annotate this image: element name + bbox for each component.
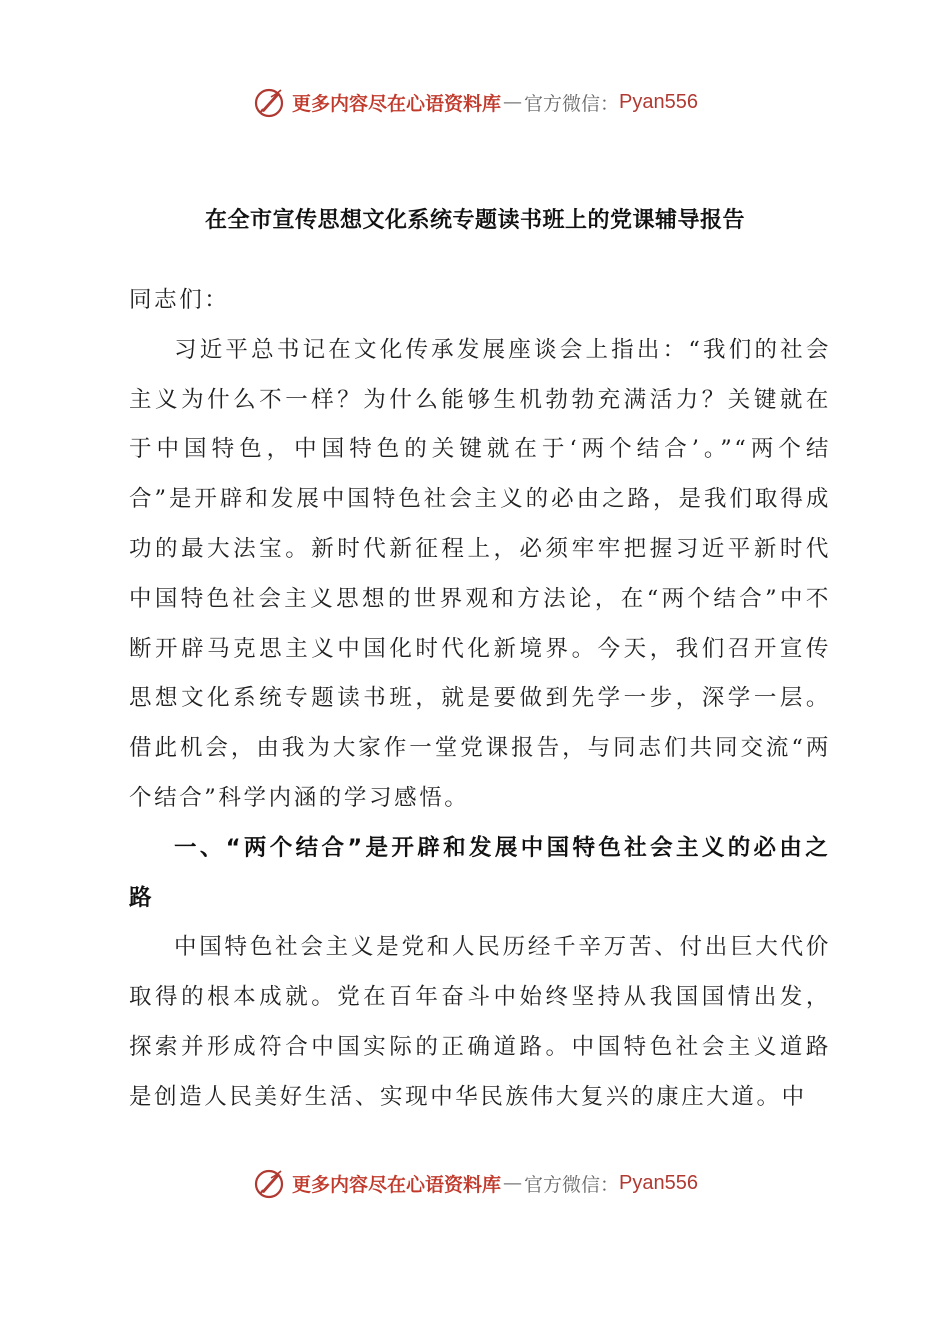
section-1-heading: 一、“两个结合”是开辟和发展中国特色社会主义的必由之路	[129, 834, 831, 911]
watermark-dash: —	[503, 1172, 523, 1194]
watermark-wechat-label: 官方微信：	[524, 92, 620, 115]
watermark-banner-top	[0, 80, 950, 124]
document-title: 在全市宣传思想文化系统专题读书班上的党课辅导报告	[204, 208, 745, 233]
quill-pen-logo-icon	[252, 1166, 286, 1200]
watermark-banner-bottom	[0, 1161, 950, 1205]
intro-paragraph: 习近平总书记在文化传承发展座谈会上指出：“我们的社会主义为什么不一样？为什么能够生机勃勃充满活力？关键就在于中国特色，中国特色的关键就在于‘两个结合’。”“两个结合”是开辟和发展中国特色社会主义的必由之路，是我们取得成功的最大法宝。新时代新征程上，必须牢牢把握习近平新时代中国特色社会主义思想的世界观和方法论，在“两个结合”中不断开辟马克思主义中国化时代化新境界。今天，我们召开宣传思想文化系统专题读书班，就是要做到先学一步，深学一层。借此机会，由我为大家作一堂党课报告，与同志们共同交流“两个结合”科学内涵的学习感悟。	[129, 336, 831, 811]
quill-pen-logo-icon	[252, 85, 286, 119]
watermark-wechat-id: Pyan556	[619, 90, 698, 113]
watermark-dash: —	[503, 91, 523, 113]
watermark-wechat-id: Pyan556	[619, 1171, 698, 1194]
watermark-brand-text: 更多内容尽在心语资料库	[292, 92, 502, 115]
document-body	[129, 276, 831, 1123]
watermark-wechat-label: 官方微信：	[524, 1173, 620, 1196]
section-1-paragraph: 中国特色社会主义是党和人民历经千辛万苦、付出巨大代价取得的根本成就。党在百年奋斗中始终坚持从我国国情出发，探索并形成符合中国实际的正确道路。中国特色社会主义道路是创造人民美好生活、实现中华民族伟大复兴的康庄大道。中	[129, 934, 831, 1110]
salutation: 同志们：	[129, 287, 230, 313]
watermark-brand-text: 更多内容尽在心语资料库	[292, 1173, 502, 1196]
